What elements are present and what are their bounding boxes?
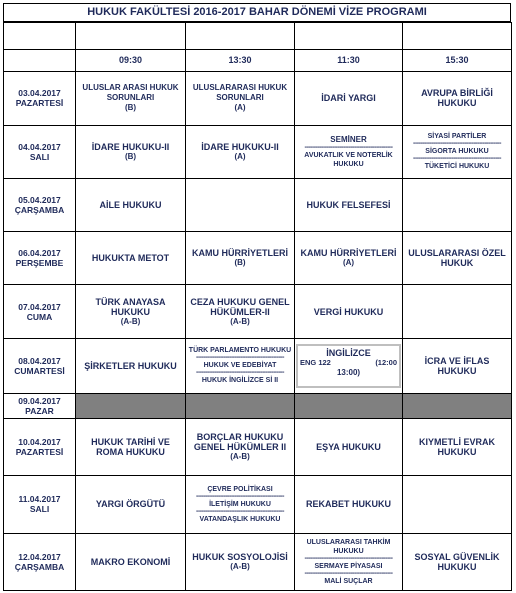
divider: ------------------------------------------------ [196,354,284,362]
exam-cell [186,285,295,338]
exam-cell [186,418,295,475]
course-name: HUKUK VE EDEBİYAT [203,362,277,370]
exam-cell [76,232,186,285]
divider: ------------------------------------------------ [413,140,501,148]
exam-cell [76,178,186,231]
corner-cell [4,49,76,72]
exam-cell [295,285,403,338]
highlighted-exam-box [296,344,401,388]
exam-cell [76,285,186,338]
schedule-row [4,476,512,533]
blank-row [4,23,512,50]
date-cell [4,285,76,338]
weekday: ÇARŞAMBA [14,204,65,215]
course-name: TÜRK ANAYASA HUKUKU [95,296,166,317]
date-cell [4,125,76,178]
exam-schedule-sheet [3,3,511,591]
course-name: MALİ SUÇLAR [324,577,373,585]
date-cell [4,394,76,419]
exam-cell [186,338,295,393]
divider: ------------------------------------------------ [413,155,501,163]
divider: ------------------------------------------------ [304,554,393,562]
date-cell [4,418,76,475]
blank-cell [76,23,186,50]
weekday: PAZAR [25,405,54,416]
date: 08.04.2017 [18,355,61,366]
exam-cell [295,476,403,533]
page-title: HUKUK FAKÜLTESİ 2016-2017 BAHAR DÖNEMİ VİZE PROGRAMI [3,3,511,22]
course-name: KIYMETLİ EVRAK HUKUKU [418,436,495,457]
exam-time-end: 13:00) [336,367,361,377]
course-name: ÇEVRE POLİTİKASI [207,485,273,493]
exam-time-start: (12:00 [375,357,397,367]
date-cell [4,72,76,125]
date: 04.04.2017 [18,141,61,152]
section: (B) [234,258,246,268]
schedule-row [4,533,512,590]
course-name: REKABET HUKUKU [306,499,391,510]
exam-cell [76,418,186,475]
course-name: SOSYAL GÜVENLİK HUKUKU [414,551,500,572]
course-name: SERMAYE PİYASASI [314,562,383,570]
exam-cell [76,125,186,178]
closed-cell [403,394,512,419]
closed-cell [76,394,186,419]
divider: ------------------------------------------------ [196,507,284,515]
date: 12.04.2017 [18,551,61,562]
exam-cell [76,476,186,533]
course-name: AVRUPA BİRLİĞİ HUKUKU [421,88,493,109]
course-name: AVUKATLIK VE NOTERLİK HUKUKU [304,151,393,168]
course-name: VATANDAŞLIK HUKUKU [199,515,281,523]
exam-cell [295,178,403,231]
exam-cell [295,533,403,590]
course-name: TÜKETİCİ HUKUKU [424,163,490,171]
exam-cell [295,72,403,125]
exam-cell [403,418,512,475]
schedule-row [4,285,512,338]
exam-cell [403,232,512,285]
course-name: KAMU HÜRRİYETLERİ [300,248,397,259]
date: 10.04.2017 [18,436,61,447]
course-name: SEMİNER [330,134,367,144]
date: 11.04.2017 [18,494,61,505]
divider: ------------------------------------------------ [196,492,284,500]
schedule-row [4,418,512,475]
weekday: SALI [29,151,50,162]
divider: ------------------------------------------------ [304,569,393,577]
schedule-row [4,72,512,125]
course-name: VERGİ HUKUKU [313,306,384,317]
section: (B) [124,103,137,113]
time-header: 15:30 [403,49,512,72]
course-name: İNGİLİZCE [326,347,371,358]
course-name: CEZA HUKUKU GENEL HÜKÜMLER-II [190,296,290,317]
blank-cell [295,23,403,50]
course-name: HUKUKTA METOT [91,253,170,264]
exam-cell [403,533,512,590]
schedule-row [4,178,512,231]
divider: ------------------------------------------------ [304,143,393,151]
course-name: İCRA VE İFLAS HUKUKU [424,355,490,376]
weekday: CUMARTESİ [14,365,65,376]
exam-cell [76,338,186,393]
course-name: HUKUK TARİHİ VE ROMA HUKUKU [91,436,170,457]
course-name: HUKUK SOSYOLOJİSİ [192,551,288,562]
schedule-row-sunday [4,394,512,419]
time-header: 11:30 [295,49,403,72]
course-name: MAKRO EKONOMİ [90,556,171,567]
exam-cell [403,476,512,533]
exam-cell [186,476,295,533]
exam-cell [186,533,295,590]
weekday: PAZARTESİ [15,98,64,109]
course-name: ŞİRKETLER HUKUKU [84,360,177,371]
course-name: SİYASİ PARTİLER [427,133,487,141]
weekday: CUMA [26,311,53,322]
schedule-row [4,338,512,393]
course-name: ULUSLAR ARASI HUKUK SORUNLARI [82,83,179,103]
blank-cell [403,23,512,50]
time-header-row [4,49,512,72]
course-name: HUKUK İNGİLİZCE Sİ II [201,377,279,385]
course-name: YARGI ÖRGÜTÜ [95,499,166,510]
course-name: ULUSLARARASI TAHKİM HUKUKU [306,538,391,555]
section: (A-B) [230,316,250,326]
date: 03.04.2017 [18,88,61,99]
course-name: TÜRK PARLAMENTO HUKUKU [188,347,292,355]
course-name: İDARİ YARGI [321,93,376,104]
course-name: ULUSLARARASI ÖZEL HUKUK [408,248,506,269]
exam-cell [403,338,512,393]
section: (B) [124,151,137,161]
course-name: BORÇLAR HUKUKU GENEL HÜKÜMLER II [193,431,287,452]
blank-cell [4,23,76,50]
course-name: EŞYA HUKUKU [316,441,381,452]
exam-cell [186,125,295,178]
time-header: 09:30 [76,49,186,72]
date: 06.04.2017 [18,248,61,259]
course-name: SİGORTA HUKUKU [425,148,489,156]
exam-cell [295,338,403,393]
date: 07.04.2017 [18,301,61,312]
weekday: PERŞEMBE [15,258,64,269]
exam-cell [76,72,186,125]
course-name: İDARE HUKUKU-II [201,141,279,152]
section: (A) [234,103,246,113]
exam-cell [295,418,403,475]
section: (A-B) [230,451,250,461]
exam-cell [76,533,186,590]
date-cell [4,232,76,285]
exam-cell [295,125,403,178]
exam-cell [186,232,295,285]
exam-cell [186,72,295,125]
course-name: İLETİŞİM HUKUKU [209,500,271,508]
course-name: AİLE HUKUKU [99,199,162,210]
exam-cell [403,178,512,231]
section: (A-B) [230,561,250,571]
schedule-table [3,22,512,591]
weekday: ÇARŞAMBA [14,561,65,572]
date: 05.04.2017 [18,194,61,205]
schedule-row [4,125,512,178]
course-name: KAMU HÜRRİYETLERİ [192,248,288,259]
time-header: 13:30 [186,49,295,72]
course-code-line [300,358,397,368]
blank-cell [186,23,295,50]
section: (A) [342,258,355,268]
closed-cell [295,394,403,419]
course-name: HUKUK FELSEFESİ [306,199,391,210]
date-cell [4,533,76,590]
exam-cell [186,178,295,231]
date-cell [4,178,76,231]
weekday: SALI [29,504,50,515]
weekday: PAZARTESİ [15,446,64,457]
course-name: İDARE HUKUKU-II [91,141,170,152]
date-cell [4,476,76,533]
closed-cell [186,394,295,419]
section: (A-B) [120,316,141,326]
date-cell [4,338,76,393]
exam-cell [295,232,403,285]
course-name: ULUSLARARASI HUKUK SORUNLARI [192,83,288,103]
date: 09.04.2017 [18,395,61,406]
course-code: ENG 122 [300,357,331,367]
section: (A) [234,151,246,161]
schedule-row [4,232,512,285]
exam-cell [403,72,512,125]
divider: ------------------------------------------------ [196,369,284,377]
exam-cell [403,125,512,178]
exam-cell [403,285,512,338]
